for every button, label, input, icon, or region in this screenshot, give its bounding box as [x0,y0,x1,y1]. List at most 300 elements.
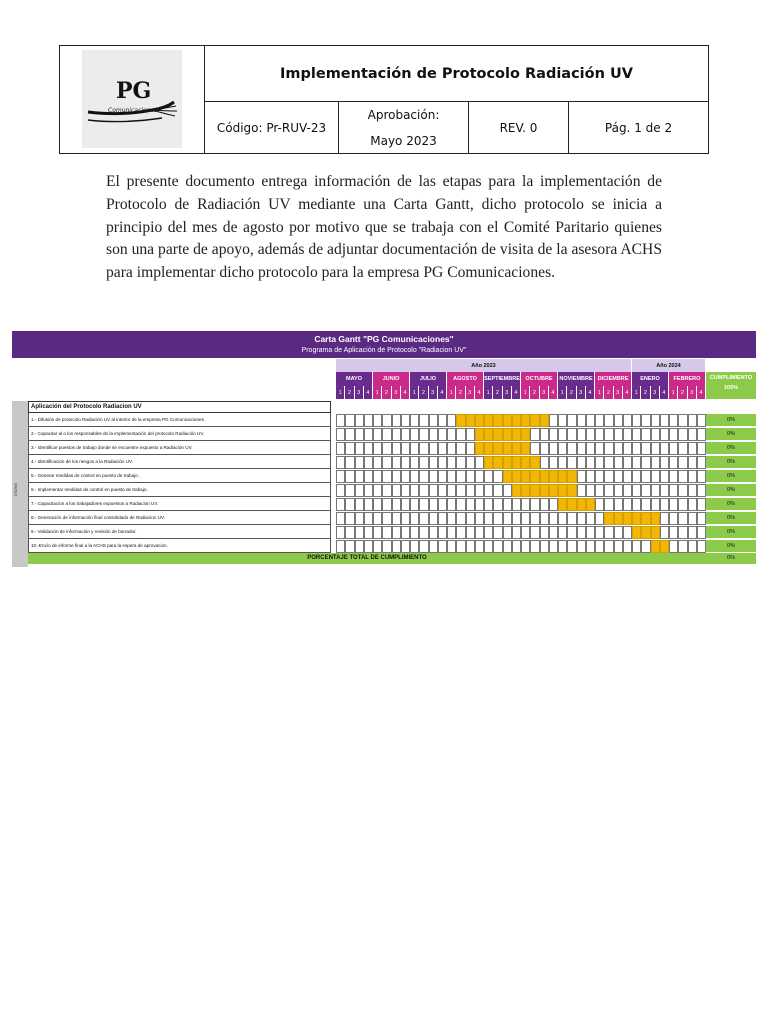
week-header: 4 [549,386,558,399]
gantt-empty-cell [688,540,697,553]
week-header: 3 [614,386,623,399]
week-header: 2 [530,386,539,399]
gantt-empty-cell [530,498,539,511]
gantt-empty-cell [540,442,549,455]
gantt-empty-cell [410,470,419,483]
month-header: JUNIO [373,372,409,386]
week-header: 1 [521,386,530,399]
gantt-bar-cell [503,470,512,483]
document-meta-row [205,102,708,153]
etapas-side-label [12,401,28,567]
gantt-empty-cell [660,484,669,497]
gantt-bar-cell [466,414,475,427]
gantt-empty-cell [669,414,678,427]
gantt-bar-cell [475,414,484,427]
gantt-empty-cell [558,526,567,539]
gantt-bar-cell [530,414,539,427]
gantt-empty-cell [373,498,382,511]
company-logo [82,50,182,148]
gantt-empty-cell [456,456,465,469]
gantt-empty-cell [651,456,660,469]
gantt-empty-cell [419,456,428,469]
gantt-empty-cell [447,470,456,483]
activity-compliance: 0% [706,470,756,483]
gantt-empty-cell [595,428,604,441]
gantt-empty-cell [558,456,567,469]
gantt-empty-cell [512,498,521,511]
gantt-empty-cell [623,498,632,511]
gantt-banner [12,331,756,358]
gantt-empty-cell [623,526,632,539]
gantt-empty-cell [567,414,576,427]
gantt-empty-cell [345,442,354,455]
gantt-empty-cell [521,512,530,525]
gantt-empty-cell [632,540,641,553]
gantt-bar-cell [521,428,530,441]
gantt-empty-cell [660,498,669,511]
gantt-empty-cell [382,498,391,511]
activity-label: 7.- Capacitacion a los trabajadores expuestos a Radiacion UV. [28,497,331,511]
gantt-empty-cell [429,540,438,553]
gantt-empty-cell [345,456,354,469]
week-header: 3 [392,386,401,399]
gantt-bar-cell [549,470,558,483]
gantt-bar-cell [558,484,567,497]
gantt-empty-cell [678,470,687,483]
gantt-empty-cell [382,428,391,441]
gantt-empty-cell [429,442,438,455]
gantt-empty-cell [475,512,484,525]
gantt-empty-cell [558,512,567,525]
gantt-empty-cell [697,526,706,539]
gantt-empty-cell [419,540,428,553]
gantt-empty-cell [688,498,697,511]
gantt-empty-cell [540,540,549,553]
gantt-bar-cell [475,428,484,441]
gantt-empty-cell [669,512,678,525]
gantt-bar-cell [512,456,521,469]
gantt-empty-cell [447,498,456,511]
gantt-empty-cell [429,470,438,483]
document-code: Código: Pr-RUV-23 [205,102,339,153]
gantt-empty-cell [493,512,502,525]
week-header: 2 [641,386,650,399]
gantt-empty-cell [336,414,345,427]
gantt-empty-cell [429,526,438,539]
month-header: MAYO [336,372,372,386]
gantt-empty-cell [577,512,586,525]
gantt-empty-cell [336,512,345,525]
gantt-empty-cell [401,498,410,511]
week-header: 2 [493,386,502,399]
week-header: 2 [382,386,391,399]
gantt-empty-cell [364,414,373,427]
gantt-empty-cell [549,540,558,553]
gantt-empty-cell [456,470,465,483]
gantt-empty-cell [419,442,428,455]
gantt-empty-cell [401,456,410,469]
week-header: 1 [669,386,678,399]
activity-compliance: 0% [706,526,756,539]
gantt-bar-cell [641,512,650,525]
gantt-empty-cell [678,428,687,441]
gantt-empty-cell [688,512,697,525]
gantt-bar-cell [558,470,567,483]
section-title: Aplicación del Protocolo Radiacion UV [28,401,331,413]
gantt-empty-cell [586,456,595,469]
month-header: OCTUBRE [521,372,557,386]
gantt-empty-cell [641,540,650,553]
gantt-empty-cell [614,442,623,455]
month-header: AGOSTO [447,372,483,386]
gantt-empty-cell [336,428,345,441]
gantt-bar-cell [632,526,641,539]
gantt-empty-cell [688,456,697,469]
gantt-empty-cell [660,414,669,427]
gantt-empty-cell [364,498,373,511]
gantt-empty-cell [678,498,687,511]
gantt-empty-cell [401,470,410,483]
gantt-empty-cell [429,484,438,497]
gantt-empty-cell [614,526,623,539]
gantt-empty-cell [530,512,539,525]
gantt-empty-cell [632,456,641,469]
gantt-empty-cell [410,428,419,441]
gantt-empty-cell [355,512,364,525]
gantt-empty-cell [456,526,465,539]
gantt-empty-cell [438,442,447,455]
gantt-empty-cell [484,498,493,511]
gantt-empty-cell [614,540,623,553]
gantt-empty-cell [410,512,419,525]
logo-subtext: Comunicaciones [108,107,158,114]
gantt-empty-cell [651,498,660,511]
gantt-empty-cell [540,498,549,511]
gantt-empty-cell [475,526,484,539]
gantt-empty-cell [401,540,410,553]
week-header: 2 [456,386,465,399]
gantt-empty-cell [336,456,345,469]
gantt-bar-cell [484,456,493,469]
gantt-empty-cell [503,498,512,511]
gantt-empty-cell [549,428,558,441]
gantt-empty-cell [604,414,613,427]
gantt-empty-cell [456,442,465,455]
gantt-empty-cell [475,456,484,469]
gantt-empty-cell [364,526,373,539]
gantt-empty-cell [697,512,706,525]
activity-compliance: 0% [706,484,756,497]
gantt-empty-cell [669,456,678,469]
week-header: 1 [410,386,419,399]
gantt-empty-cell [447,428,456,441]
gantt-bar-cell [484,414,493,427]
gantt-empty-cell [392,414,401,427]
gantt-empty-cell [382,414,391,427]
activity-label: 5.- Generar medidas de control en puesto de trabajo. [28,469,331,483]
gantt-empty-cell [595,498,604,511]
year-header: Año 2024 [632,359,705,372]
gantt-empty-cell [373,526,382,539]
gantt-empty-cell [651,414,660,427]
gantt-empty-cell [651,428,660,441]
gantt-empty-cell [641,498,650,511]
gantt-empty-cell [632,498,641,511]
gantt-empty-cell [382,442,391,455]
gantt-bar-cell [540,484,549,497]
gantt-empty-cell [355,498,364,511]
gantt-empty-cell [382,512,391,525]
gantt-empty-cell [604,456,613,469]
gantt-empty-cell [614,428,623,441]
revision: REV. 0 [469,102,569,153]
gantt-empty-cell [392,526,401,539]
gantt-empty-cell [623,484,632,497]
gantt-empty-cell [392,484,401,497]
week-header: 1 [447,386,456,399]
gantt-empty-cell [503,540,512,553]
gantt-empty-cell [438,526,447,539]
activity-compliance: 0% [706,428,756,441]
gantt-empty-cell [614,470,623,483]
gantt-empty-cell [336,442,345,455]
gantt-empty-cell [688,484,697,497]
week-header: 3 [466,386,475,399]
gantt-empty-cell [641,484,650,497]
gantt-bar-cell [512,414,521,427]
gantt-empty-cell [651,442,660,455]
gantt-empty-cell [493,470,502,483]
activity-label: 10.-Envío de informe final a la ACHS para la espera de aprovacion. [28,539,331,553]
gantt-empty-cell [669,470,678,483]
gantt-empty-cell [632,428,641,441]
gantt-empty-cell [678,456,687,469]
gantt-empty-cell [697,540,706,553]
week-header: 3 [429,386,438,399]
gantt-empty-cell [493,540,502,553]
logo-cell [60,46,205,153]
gantt-empty-cell [669,498,678,511]
activity-label: 9.- Validación de información y revisión de borrador. [28,525,331,539]
gantt-empty-cell [484,470,493,483]
gantt-bar-cell [493,442,502,455]
gantt-empty-cell [697,456,706,469]
gantt-empty-cell [697,498,706,511]
gantt-empty-cell [604,526,613,539]
activity-compliance: 0% [706,540,756,553]
activity-label: 8.- Generación de información final consolidado de Radiacion UV. [28,511,331,525]
gantt-bar-cell [493,428,502,441]
gantt-empty-cell [355,484,364,497]
gantt-empty-cell [429,414,438,427]
gantt-empty-cell [688,526,697,539]
gantt-empty-cell [641,414,650,427]
gantt-empty-cell [392,540,401,553]
activity-compliance: 0% [706,512,756,525]
gantt-empty-cell [586,526,595,539]
week-header: 1 [484,386,493,399]
total-compliance-label: PORCENTAJE TOTAL DE CUMPLIMIENTO [28,553,706,564]
gantt-bar-cell [651,526,660,539]
gantt-empty-cell [678,526,687,539]
gantt-empty-cell [484,484,493,497]
week-header: 3 [577,386,586,399]
gantt-chart [12,331,756,567]
gantt-empty-cell [669,540,678,553]
gantt-empty-cell [484,512,493,525]
gantt-empty-cell [697,484,706,497]
gantt-bar-cell [540,414,549,427]
gantt-bar-cell [512,484,521,497]
week-header: 1 [336,386,345,399]
gantt-bar-cell [503,442,512,455]
gantt-bar-cell [632,512,641,525]
gantt-empty-cell [614,498,623,511]
gantt-empty-cell [595,442,604,455]
gantt-empty-cell [586,442,595,455]
gantt-empty-cell [355,526,364,539]
gantt-empty-cell [697,470,706,483]
gantt-bar-cell [577,498,586,511]
week-header: 3 [355,386,364,399]
gantt-empty-cell [521,526,530,539]
gantt-empty-cell [641,442,650,455]
gantt-empty-cell [493,498,502,511]
gantt-empty-cell [466,498,475,511]
gantt-empty-cell [549,512,558,525]
gantt-empty-cell [577,526,586,539]
gantt-empty-cell [577,414,586,427]
gantt-empty-cell [392,470,401,483]
gantt-empty-cell [577,428,586,441]
gantt-empty-cell [345,512,354,525]
gantt-bar-cell [512,442,521,455]
gantt-bar-cell [549,484,558,497]
week-header: 3 [651,386,660,399]
week-header: 4 [401,386,410,399]
gantt-empty-cell [586,512,595,525]
gantt-empty-cell [475,540,484,553]
gantt-empty-cell [401,484,410,497]
gantt-subtitle: Programa de Aplicación de Protocolo "Radiacion UV" [301,347,467,354]
gantt-empty-cell [466,470,475,483]
week-header: 4 [475,386,484,399]
gantt-empty-cell [660,428,669,441]
week-header: 4 [512,386,521,399]
gantt-empty-cell [345,414,354,427]
total-compliance-value: 0% [706,553,756,564]
gantt-empty-cell [678,484,687,497]
gantt-bar-cell [493,456,502,469]
gantt-empty-cell [438,414,447,427]
gantt-empty-cell [678,414,687,427]
gantt-empty-cell [475,498,484,511]
gantt-empty-cell [493,526,502,539]
gantt-empty-cell [373,484,382,497]
gantt-bar-cell [567,470,576,483]
gantt-empty-cell [641,470,650,483]
gantt-empty-cell [577,470,586,483]
gantt-empty-cell [373,428,382,441]
gantt-empty-cell [595,484,604,497]
gantt-empty-cell [410,540,419,553]
week-header: 1 [558,386,567,399]
gantt-empty-cell [419,470,428,483]
gantt-empty-cell [521,540,530,553]
approval-date: Mayo 2023 [370,133,437,148]
document-header [59,45,709,154]
gantt-empty-cell [447,512,456,525]
gantt-empty-cell [355,442,364,455]
gantt-empty-cell [438,498,447,511]
gantt-empty-cell [410,456,419,469]
gantt-empty-cell [632,414,641,427]
gantt-empty-cell [604,498,613,511]
gantt-empty-cell [540,428,549,441]
gantt-empty-cell [447,540,456,553]
gantt-empty-cell [651,470,660,483]
compliance-header-total: 100% [723,385,739,391]
gantt-empty-cell [401,442,410,455]
month-header: ENERO [632,372,668,386]
gantt-empty-cell [641,456,650,469]
gantt-empty-cell [623,442,632,455]
gantt-bar-cell [503,428,512,441]
gantt-empty-cell [438,512,447,525]
gantt-empty-cell [558,540,567,553]
gantt-empty-cell [530,526,539,539]
gantt-empty-cell [364,540,373,553]
gantt-empty-cell [466,540,475,553]
month-header: FEBRERO [669,372,705,386]
gantt-empty-cell [410,498,419,511]
gantt-empty-cell [567,526,576,539]
gantt-empty-cell [475,484,484,497]
gantt-empty-cell [586,470,595,483]
gantt-bar-cell [586,498,595,511]
gantt-empty-cell [669,526,678,539]
gantt-empty-cell [623,456,632,469]
gantt-bar-cell [484,442,493,455]
gantt-empty-cell [401,414,410,427]
gantt-bar-cell [530,484,539,497]
gantt-empty-cell [530,540,539,553]
week-header: 2 [678,386,687,399]
gantt-empty-cell [632,442,641,455]
gantt-empty-cell [364,470,373,483]
gantt-empty-cell [678,442,687,455]
gantt-empty-cell [614,484,623,497]
gantt-empty-cell [660,526,669,539]
gantt-empty-cell [688,442,697,455]
gantt-empty-cell [364,484,373,497]
gantt-empty-cell [419,428,428,441]
compliance-header [706,372,756,399]
gantt-bar-cell [512,470,521,483]
activity-compliance: 0% [706,414,756,427]
gantt-empty-cell [678,540,687,553]
gantt-empty-cell [429,456,438,469]
gantt-empty-cell [567,512,576,525]
gantt-empty-cell [595,456,604,469]
gantt-empty-cell [336,526,345,539]
gantt-empty-cell [373,470,382,483]
activity-label: 6.- Implementar medidas de control en puesto de trabajo. [28,483,331,497]
month-header: DICIEMBRE [595,372,631,386]
gantt-bar-cell [530,456,539,469]
gantt-empty-cell [586,414,595,427]
gantt-empty-cell [456,428,465,441]
